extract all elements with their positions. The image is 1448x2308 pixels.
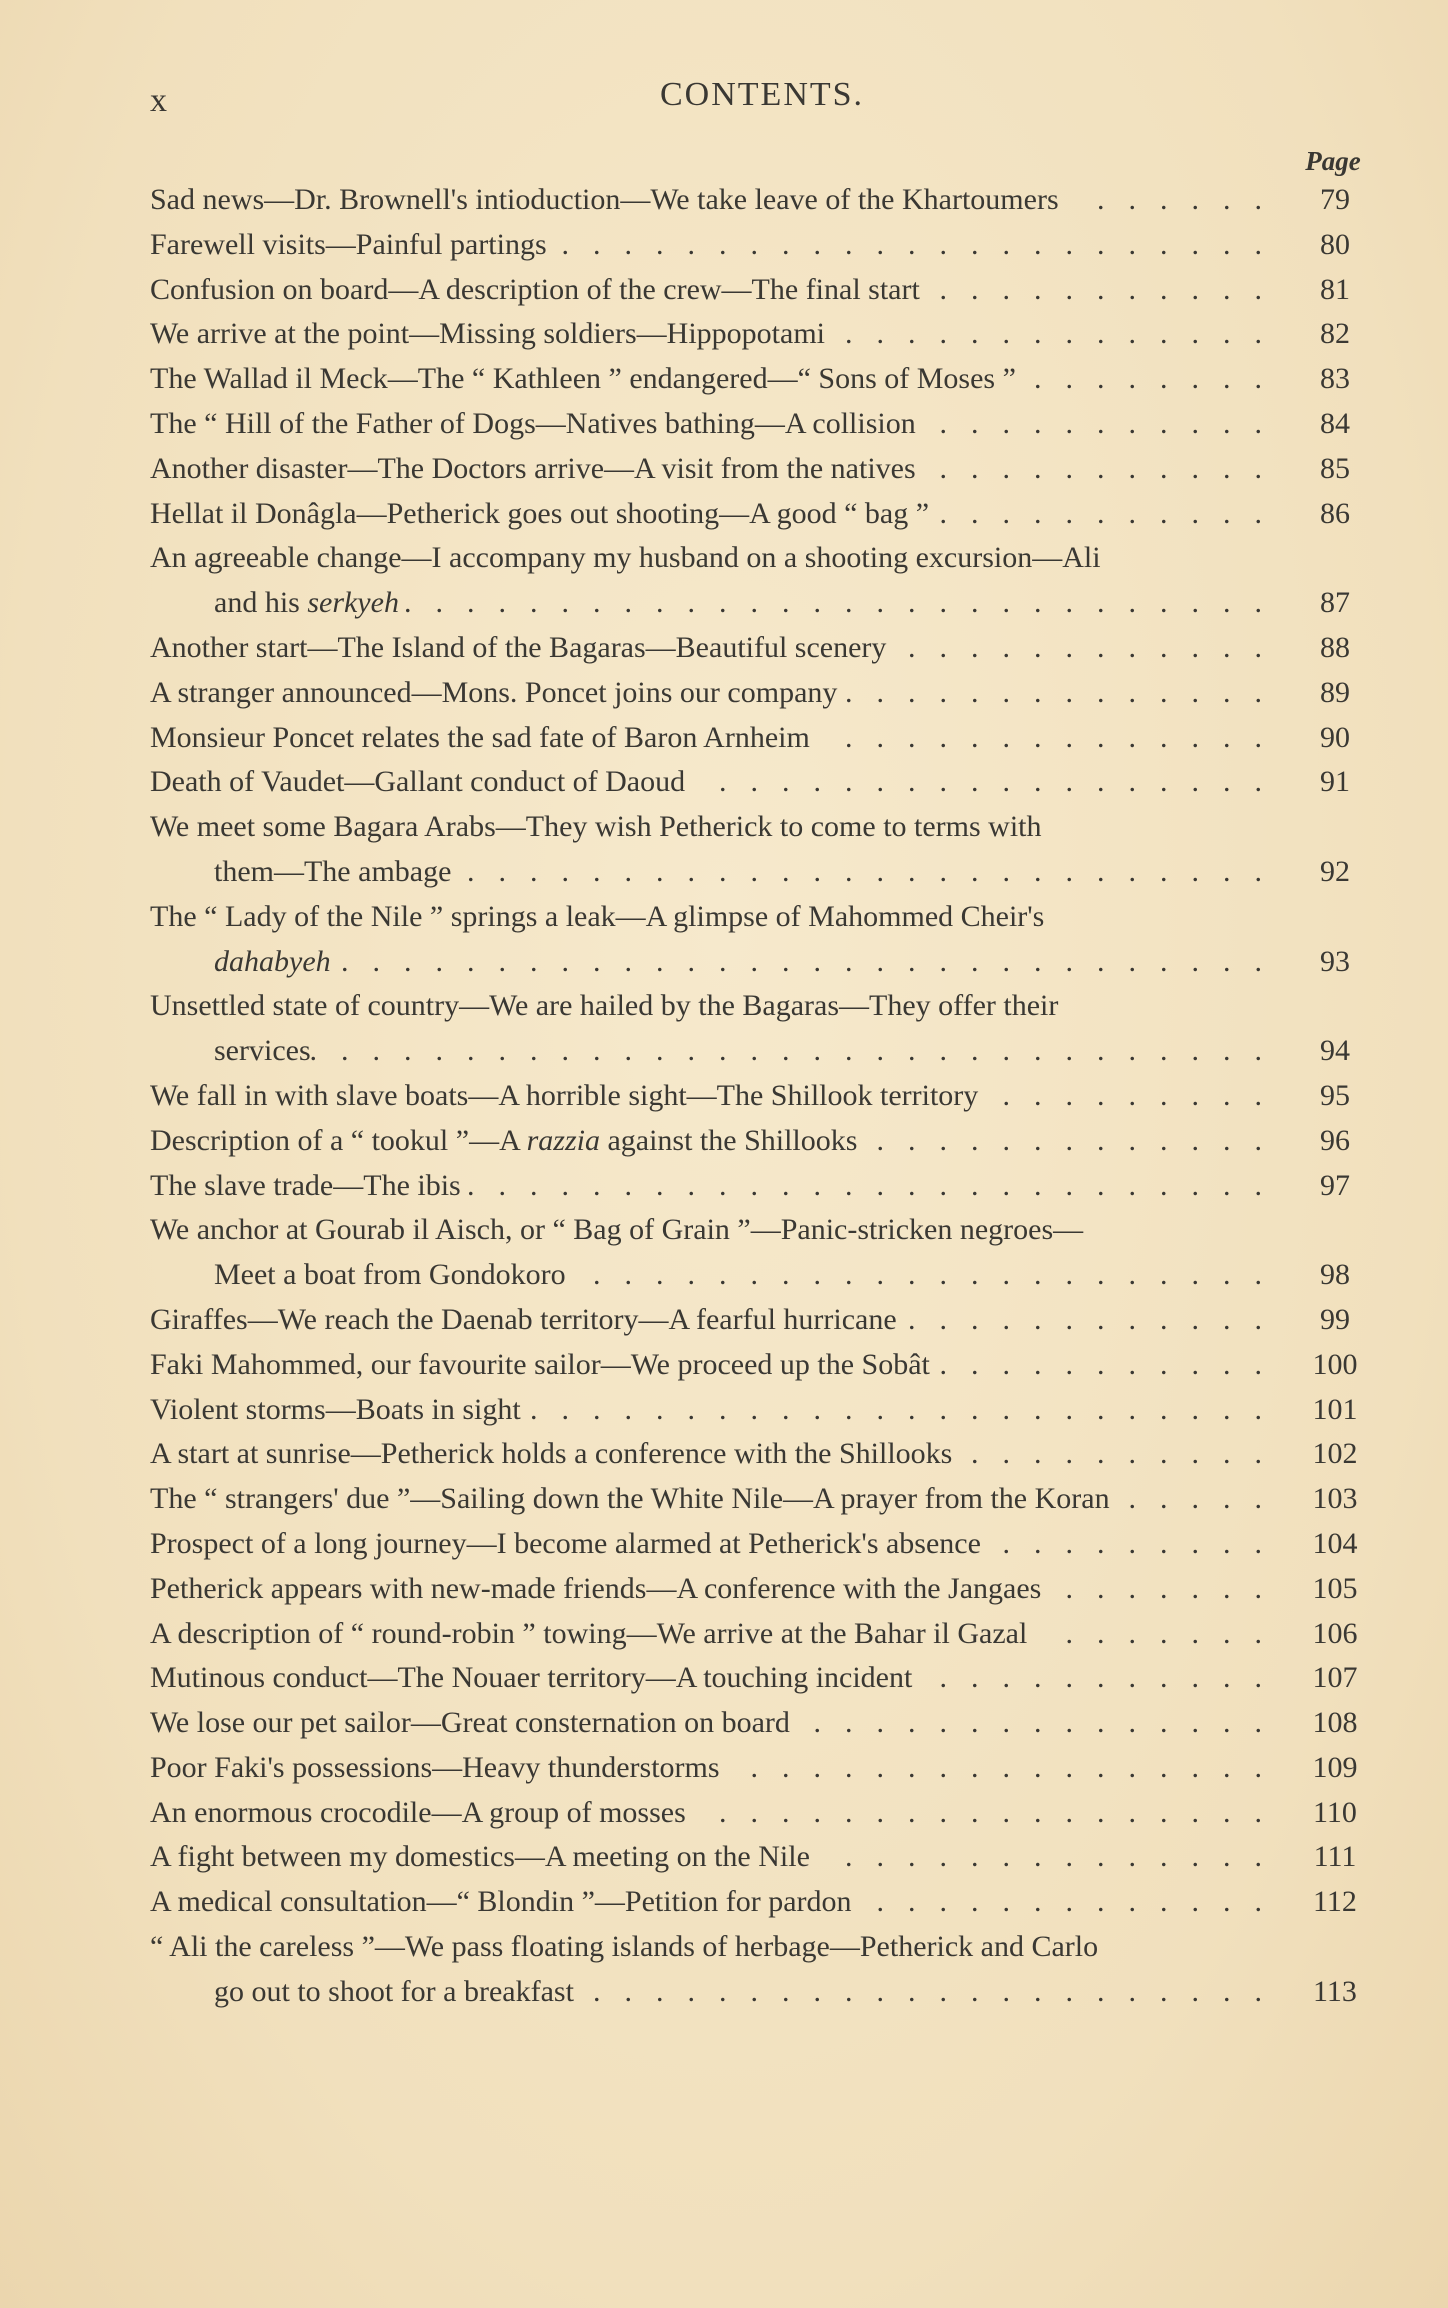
page-number: 94 bbox=[1320, 1034, 1350, 1068]
toc-entry bbox=[150, 1432, 1370, 1477]
dot-leader: ....................... bbox=[561, 227, 1286, 261]
page-number: 113 bbox=[1313, 1974, 1357, 2008]
dot-leader: ............ bbox=[908, 1302, 1286, 1336]
toc-entry-line bbox=[150, 1925, 1370, 1970]
toc-entry bbox=[150, 312, 1370, 357]
toc-entry-line bbox=[150, 1388, 1370, 1433]
toc-entry-text: We meet some Bagara Arabs—They wish Petherick to come to terms with bbox=[150, 810, 1042, 844]
toc-entry-text: Meet a boat from Gondokoro bbox=[214, 1258, 566, 1292]
page-number: 112 bbox=[1313, 1885, 1357, 1919]
dot-leader: ...................... bbox=[593, 1974, 1286, 2008]
dot-leader: .................. bbox=[719, 1795, 1286, 1829]
toc-entry-continuation-line bbox=[150, 1029, 1370, 1074]
toc-entry-line bbox=[150, 312, 1370, 357]
dot-leader: ....... bbox=[1065, 1616, 1286, 1650]
page-number: 98 bbox=[1320, 1258, 1350, 1292]
toc-entry bbox=[150, 805, 1370, 895]
toc-entry-line bbox=[150, 402, 1370, 447]
page-number: 93 bbox=[1320, 944, 1350, 978]
page-number: 84 bbox=[1320, 406, 1350, 440]
toc-entry bbox=[150, 626, 1370, 671]
toc-entry-text: Giraffes—We reach the Daenab territory—A fearful hurricane bbox=[150, 1302, 897, 1336]
toc-entry-text: dahabyeh bbox=[214, 944, 331, 978]
toc-entry-text: The “ Hill of the Father of Dogs—Natives bathing—A collision bbox=[150, 406, 916, 440]
toc-entry-text: go out to shoot for a breakfast bbox=[214, 1974, 574, 2008]
page-number: 107 bbox=[1312, 1661, 1358, 1695]
toc-entry-line bbox=[150, 1477, 1370, 1522]
toc-entry-line bbox=[150, 1522, 1370, 1567]
toc-entry-line bbox=[150, 1567, 1370, 1612]
dot-leader: .............. bbox=[845, 317, 1286, 351]
toc-entry bbox=[150, 492, 1370, 537]
toc-entry bbox=[150, 1388, 1370, 1433]
page-number: 97 bbox=[1320, 1168, 1350, 1202]
toc-entry-line bbox=[150, 357, 1370, 402]
dot-leader: .......................... bbox=[467, 854, 1286, 888]
page-number: 88 bbox=[1320, 630, 1350, 664]
dot-leader: ..... bbox=[1128, 1482, 1286, 1516]
dot-leader: ................. bbox=[750, 1750, 1286, 1784]
toc-entry bbox=[150, 1164, 1370, 1209]
toc-entry-text: them—The ambage bbox=[214, 854, 452, 888]
toc-entry-line bbox=[150, 1432, 1370, 1477]
page-number: 104 bbox=[1312, 1526, 1358, 1560]
toc-entry-text: We fall in with slave boats—A horrible sight—The Shillook territory bbox=[150, 1078, 979, 1112]
running-head-title: CONTENTS. bbox=[660, 76, 865, 113]
toc-entry-text: Another disaster—The Doctors arrive—A visit from the natives bbox=[150, 451, 916, 485]
toc-entry-line bbox=[150, 223, 1370, 268]
toc-entry-text: A fight between my domestics—A meeting on the Nile bbox=[150, 1840, 810, 1874]
dot-leader: ........... bbox=[939, 1347, 1286, 1381]
toc-entry bbox=[150, 984, 1370, 1074]
toc-entry-line bbox=[150, 1612, 1370, 1657]
toc-entry-continuation-line bbox=[150, 940, 1370, 985]
toc-entry-text: services bbox=[214, 1034, 311, 1068]
toc-entry-line bbox=[150, 1298, 1370, 1343]
dot-leader: .................. bbox=[719, 765, 1286, 799]
toc-entry-text: Confusion on board—A description of the crew—The final start bbox=[150, 272, 920, 306]
toc-entry-text: A description of “ round-robin ” towing—We arrive at the Bahar il Gazal bbox=[150, 1616, 1028, 1650]
toc-entry-text: A stranger announced—Mons. Poncet joins our company bbox=[150, 675, 838, 709]
toc-entry bbox=[150, 1343, 1370, 1388]
toc-entry-line bbox=[150, 1880, 1370, 1925]
page-number: 101 bbox=[1312, 1392, 1358, 1426]
dot-leader: ........... bbox=[939, 1661, 1286, 1695]
dot-leader: ...................... bbox=[593, 1258, 1286, 1292]
toc-entry-text: Monsieur Poncet relates the sad fate of Baron Arnheim bbox=[150, 720, 810, 754]
toc-entry-text: Hellat il Donâgla—Petherick goes out shooting—A good “ bag ” bbox=[150, 496, 930, 530]
dot-leader: ............................ bbox=[404, 586, 1286, 620]
toc-entry bbox=[150, 268, 1370, 313]
dot-leader: ........... bbox=[939, 496, 1286, 530]
toc-entry-line bbox=[150, 626, 1370, 671]
toc-entry-line bbox=[150, 1343, 1370, 1388]
toc-entry-line bbox=[150, 895, 1370, 940]
toc-entry-line bbox=[150, 805, 1370, 850]
toc-entry-line bbox=[150, 492, 1370, 537]
toc-entry-text: An agreeable change—I accompany my husband on a shooting excursion—Ali bbox=[150, 541, 1101, 575]
page-number: 103 bbox=[1312, 1482, 1358, 1516]
toc-entry-line bbox=[150, 1746, 1370, 1791]
page-number: 109 bbox=[1312, 1750, 1358, 1784]
dot-leader: ......... bbox=[1002, 1078, 1286, 1112]
toc-entry bbox=[150, 1208, 1370, 1298]
page-number: 95 bbox=[1320, 1078, 1350, 1112]
toc-entry bbox=[150, 1477, 1370, 1522]
dot-leader: ........... bbox=[939, 451, 1286, 485]
toc-entry-text: A medical consultation—“ Blondin ”—Petition for pardon bbox=[150, 1885, 852, 1919]
toc-entry-line bbox=[150, 268, 1370, 313]
dot-leader: ....... bbox=[1065, 1571, 1286, 1605]
page-number: 80 bbox=[1320, 227, 1350, 261]
toc-entry-line bbox=[150, 536, 1370, 581]
toc-entry bbox=[150, 536, 1370, 626]
page-number: 100 bbox=[1312, 1347, 1358, 1381]
toc-entry-line bbox=[150, 1656, 1370, 1701]
toc-entry-continuation-line bbox=[150, 581, 1370, 626]
dot-leader: ............................... bbox=[309, 1034, 1286, 1068]
toc-entry-text: An enormous crocodile—A group of mosses bbox=[150, 1795, 686, 1829]
toc-entry-text: The Wallad il Meck—The “ Kathleen ” endangered—“ Sons of Moses ” bbox=[150, 362, 1016, 396]
dot-leader: .............. bbox=[845, 720, 1286, 754]
page-number: 85 bbox=[1320, 451, 1350, 485]
toc-entry-line bbox=[150, 1791, 1370, 1836]
toc-entry-line bbox=[150, 1701, 1370, 1746]
dot-leader: ........ bbox=[1034, 362, 1286, 396]
toc-entry-line bbox=[150, 984, 1370, 1029]
toc-entry bbox=[150, 1835, 1370, 1880]
dot-leader: .............................. bbox=[341, 944, 1286, 978]
page-number: 79 bbox=[1320, 183, 1350, 216]
toc-entry-continuation-line bbox=[150, 1253, 1370, 1298]
page-number: 105 bbox=[1312, 1571, 1358, 1605]
toc-entry-text: The “ Lady of the Nile ” springs a leak—A glimpse of Mahommed Cheir's bbox=[150, 899, 1045, 933]
page-number: 83 bbox=[1320, 362, 1350, 396]
dot-leader: ............... bbox=[813, 1706, 1286, 1740]
dot-leader: ........... bbox=[939, 272, 1286, 306]
page-number: 90 bbox=[1320, 720, 1350, 754]
toc-entry-text: Another start—The Island of the Bagaras—Beautiful scenery bbox=[150, 630, 887, 664]
dot-leader: .............. bbox=[845, 1840, 1286, 1874]
page-number: 110 bbox=[1313, 1795, 1357, 1829]
toc-entry bbox=[150, 716, 1370, 761]
dot-leader: ...... bbox=[1097, 183, 1286, 216]
toc-entry-text: Death of Vaudet—Gallant conduct of Daoud bbox=[150, 765, 686, 799]
toc-entry bbox=[150, 357, 1370, 402]
toc-entry-continuation-line bbox=[150, 850, 1370, 895]
toc-entry-text: Mutinous conduct—The Nouaer territory—A touching incident bbox=[150, 1661, 913, 1695]
toc-entry bbox=[150, 447, 1370, 492]
toc-entry bbox=[150, 1119, 1370, 1164]
table-of-contents bbox=[150, 178, 1370, 2015]
toc-entry-line bbox=[150, 1164, 1370, 1209]
toc-entry-text: Description of a “ tookul ”—A razzia against the Shillooks bbox=[150, 1123, 858, 1157]
toc-entry-text: Prospect of a long journey—I become alarmed at Petherick's absence bbox=[150, 1526, 981, 1560]
dot-leader: .............. bbox=[845, 675, 1286, 709]
toc-entry-text: The slave trade—The ibis bbox=[150, 1168, 461, 1202]
dot-leader: .......... bbox=[971, 1437, 1286, 1471]
toc-entry bbox=[150, 223, 1370, 268]
toc-entry bbox=[150, 1746, 1370, 1791]
toc-entry bbox=[150, 671, 1370, 716]
dot-leader: .......................... bbox=[467, 1168, 1286, 1202]
page-number: 99 bbox=[1320, 1302, 1350, 1336]
page-number: 86 bbox=[1320, 496, 1350, 530]
toc-entry-text: A start at sunrise—Petherick holds a conference with the Shillooks bbox=[150, 1437, 953, 1471]
dot-leader: ........................ bbox=[530, 1392, 1286, 1426]
toc-entry-line bbox=[150, 178, 1370, 223]
toc-entry bbox=[150, 1074, 1370, 1119]
page-number: 89 bbox=[1320, 675, 1350, 709]
toc-entry-line bbox=[150, 671, 1370, 716]
toc-entry-text: Poor Faki's possessions—Heavy thunderstorms bbox=[150, 1750, 720, 1784]
toc-entry bbox=[150, 1701, 1370, 1746]
dot-leader: ........... bbox=[939, 406, 1286, 440]
toc-entry bbox=[150, 1612, 1370, 1657]
toc-entry-text: Unsettled state of country—We are hailed by the Bagaras—They offer their bbox=[150, 989, 1059, 1023]
dot-leader: ............. bbox=[876, 1123, 1286, 1157]
toc-entry-line bbox=[150, 760, 1370, 805]
toc-entry-text: We arrive at the point—Missing soldiers—Hippopotami bbox=[150, 317, 825, 351]
toc-entry bbox=[150, 1925, 1370, 2015]
page-number: 91 bbox=[1320, 765, 1350, 799]
page-number: 82 bbox=[1320, 317, 1350, 351]
page-number: 108 bbox=[1312, 1706, 1358, 1740]
toc-entry bbox=[150, 1522, 1370, 1567]
page-number: 102 bbox=[1312, 1437, 1358, 1471]
toc-entry bbox=[150, 1656, 1370, 1701]
toc-entry-text: We lose our pet sailor—Great consternation on board bbox=[150, 1706, 790, 1740]
toc-entry-text: “ Ali the careless ”—We pass floating islands of herbage—Petherick and Carlo bbox=[150, 1930, 1099, 1964]
toc-entry-text: We anchor at Gourab il Aisch, or “ Bag of Grain ”—Panic-stricken negroes— bbox=[150, 1213, 1084, 1247]
toc-entry bbox=[150, 1880, 1370, 1925]
page-number: 81 bbox=[1320, 272, 1350, 306]
page-number: 92 bbox=[1320, 854, 1350, 888]
toc-entry-line bbox=[150, 447, 1370, 492]
page-number: 106 bbox=[1312, 1616, 1358, 1650]
toc-entry-line bbox=[150, 1074, 1370, 1119]
page-column-label: Page bbox=[1305, 146, 1361, 176]
toc-entry-text: and his serkyeh bbox=[214, 586, 399, 620]
dot-leader: ............. bbox=[876, 1885, 1286, 1919]
toc-entry-text: Petherick appears with new-made friends—A conference with the Jangaes bbox=[150, 1571, 1042, 1605]
dot-leader: ............ bbox=[908, 630, 1286, 664]
page-number: 96 bbox=[1320, 1123, 1350, 1157]
toc-entry bbox=[150, 402, 1370, 447]
page-number: 111 bbox=[1313, 1840, 1357, 1874]
toc-entry-text: Sad news—Dr. Brownell's intioduction—We take leave of the Khartoumers bbox=[150, 183, 1059, 216]
toc-entry-line bbox=[150, 1835, 1370, 1880]
toc-entry bbox=[150, 1567, 1370, 1612]
toc-entry bbox=[150, 895, 1370, 985]
toc-entry-line bbox=[150, 1119, 1370, 1164]
toc-entry-text: The “ strangers' due ”—Sailing down the White Nile—A prayer from the Koran bbox=[150, 1482, 1110, 1516]
toc-entry-text: Farewell visits—Painful partings bbox=[150, 227, 547, 261]
toc-entry bbox=[150, 1298, 1370, 1343]
toc-entry-continuation-line bbox=[150, 1970, 1370, 2015]
toc-entry bbox=[150, 760, 1370, 805]
toc-entry bbox=[150, 1791, 1370, 1836]
toc-entry bbox=[150, 178, 1370, 223]
toc-entry-line bbox=[150, 716, 1370, 761]
dot-leader: ......... bbox=[1002, 1526, 1286, 1560]
folio-numeral: x bbox=[150, 82, 168, 119]
toc-entry-line bbox=[150, 1208, 1370, 1253]
page-number: 87 bbox=[1320, 586, 1350, 620]
toc-entry-text: Violent storms—Boats in sight bbox=[150, 1392, 521, 1426]
toc-entry-text: Faki Mahommed, our favourite sailor—We proceed up the Sobât bbox=[150, 1347, 930, 1381]
